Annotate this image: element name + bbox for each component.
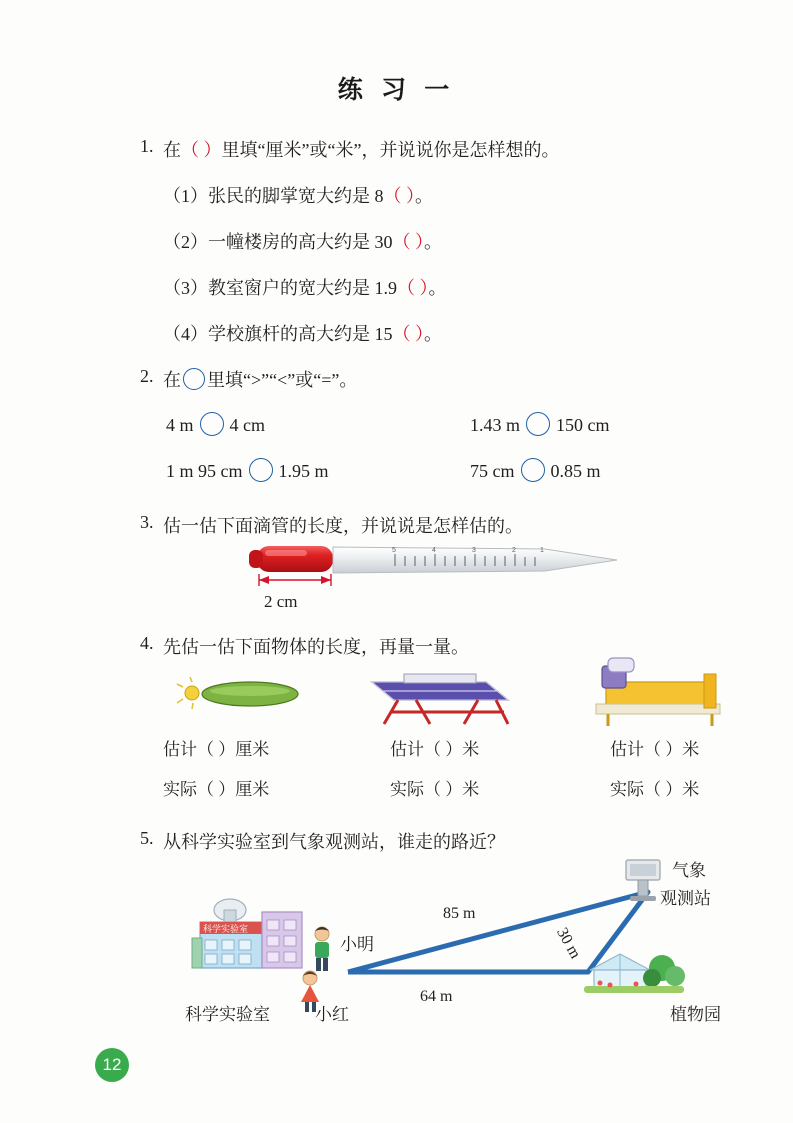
svg-text:科学实验室: 科学实验室 (203, 924, 249, 934)
question-2-row-2-left (166, 458, 329, 482)
question-4-stem: 先估一估下面物体的长度，再量一量。 (163, 637, 469, 657)
question-2-number: 2. (140, 366, 154, 386)
q4-col1-estimate: 估计（ ）厘米 (163, 740, 270, 759)
bed-illustration (578, 652, 738, 730)
q2-stem-a: 在 (163, 370, 181, 390)
cucumber-illustration (168, 672, 318, 722)
q1-item1-blank: （ ） (383, 186, 415, 206)
q1-item4-blank: （ ） (392, 324, 424, 344)
q2-stem-b: 里填“>”“<”或“=”。 (207, 370, 358, 390)
q2-r2-right: 1.95 m (278, 461, 329, 481)
svg-text:3: 3 (472, 547, 476, 554)
svg-text:1: 1 (540, 547, 544, 554)
page-title: 练 习 一 (337, 77, 456, 104)
q4-col3-actual: 实际（ ）米 (610, 780, 700, 799)
question-1-item-4 (163, 320, 442, 346)
question-1-stem (163, 136, 559, 162)
question-5-number: 5. (140, 828, 154, 848)
q2-r1b-left: 1.43 m (470, 415, 521, 435)
science-lab-icon (192, 899, 302, 968)
girl-label: 小红 (315, 1005, 349, 1024)
ping-pong-table-illustration (358, 660, 518, 728)
question-1-item-1 (163, 182, 433, 208)
distance-station-to-garden: 30 m (553, 925, 584, 962)
q1-stem-b: 里填“厘米”或“米”，并说说你是怎样想的。 (221, 140, 560, 160)
circle-blank-icon (183, 368, 205, 390)
q2-r1-left: 4 m (166, 415, 194, 435)
question-1-item-2 (163, 228, 442, 254)
weather-station-label-line2: 观测站 (660, 889, 711, 908)
q1-item4-tail: 。 (424, 324, 442, 344)
question-2-stem (163, 366, 357, 392)
q1-item4-label: （4） (163, 324, 208, 344)
q1-item3-label: （3） (163, 278, 208, 298)
boy-figure-icon (315, 927, 329, 971)
q1-item2-text: 一幢楼房的高大约是 30 (208, 232, 393, 252)
pipette-illustration (245, 540, 645, 620)
q1-item4-text: 学校旗杆的高大约是 15 (208, 324, 393, 344)
q2-r1b-right: 150 cm (556, 415, 610, 435)
q2-r2b-right: 0.85 m (550, 461, 601, 481)
garden-label: 植物园 (670, 1005, 721, 1024)
q4-col1-actual: 实际（ ）厘米 (163, 780, 270, 799)
question-2-row-1-left (166, 412, 265, 436)
compare-circle-icon (200, 412, 224, 436)
q1-item1-label: （1） (163, 186, 208, 206)
compare-circle-icon (521, 458, 545, 482)
q2-r2-left: 1 m 95 cm (166, 461, 243, 481)
compare-circle-icon (249, 458, 273, 482)
svg-text:2: 2 (512, 547, 516, 554)
q4-col2-estimate: 估计（ ）米 (390, 740, 480, 759)
q1-item3-text: 教室窗户的宽大约是 1.9 (208, 278, 397, 298)
compare-circle-icon (526, 412, 550, 436)
distance-lab-to-station: 85 m (443, 905, 476, 922)
q1-stem-a: 在 (163, 140, 181, 160)
q1-item2-label: （2） (163, 232, 208, 252)
distance-lab-to-garden: 64 m (420, 988, 453, 1005)
page-number-badge: 12 (95, 1048, 129, 1082)
q2-r1-right: 4 cm (229, 415, 266, 435)
pipette-measure-label: 2 cm (264, 592, 298, 611)
question-4-number: 4. (140, 633, 154, 653)
weather-station-label-line1: 气象 (672, 861, 706, 880)
q4-col2-actual: 实际（ ）米 (390, 780, 480, 799)
question-1-item-3 (163, 274, 447, 300)
question-5-stem: 从科学实验室到气象观测站，谁走的路近？ (163, 832, 505, 852)
boy-label: 小明 (340, 935, 374, 954)
question-3-stem: 估一估下面滴管的长度，并说说是怎样估的。 (163, 516, 523, 536)
q4-col3-estimate: 估计（ ）米 (610, 740, 700, 759)
q1-item2-tail: 。 (424, 232, 442, 252)
lab-caption: 科学实验室 (185, 1005, 270, 1024)
question-2-row-1-right (470, 412, 610, 436)
q1-item2-blank: （ ） (392, 232, 424, 252)
q2-r2b-left: 75 cm (470, 461, 515, 481)
svg-text:4: 4 (432, 547, 436, 554)
q1-item1-text: 张民的脚掌宽大约是 8 (208, 186, 384, 206)
q1-item3-tail: 。 (428, 278, 447, 298)
q1-item1-tail: 。 (415, 186, 433, 206)
question-3-number: 3. (140, 512, 154, 532)
q1-stem-blank: （ ） (181, 140, 222, 160)
question-1-number: 1. (140, 136, 154, 156)
svg-text:5: 5 (392, 547, 396, 554)
question-2-row-2-right (470, 458, 601, 482)
q1-item3-blank: （ ） (397, 278, 429, 298)
